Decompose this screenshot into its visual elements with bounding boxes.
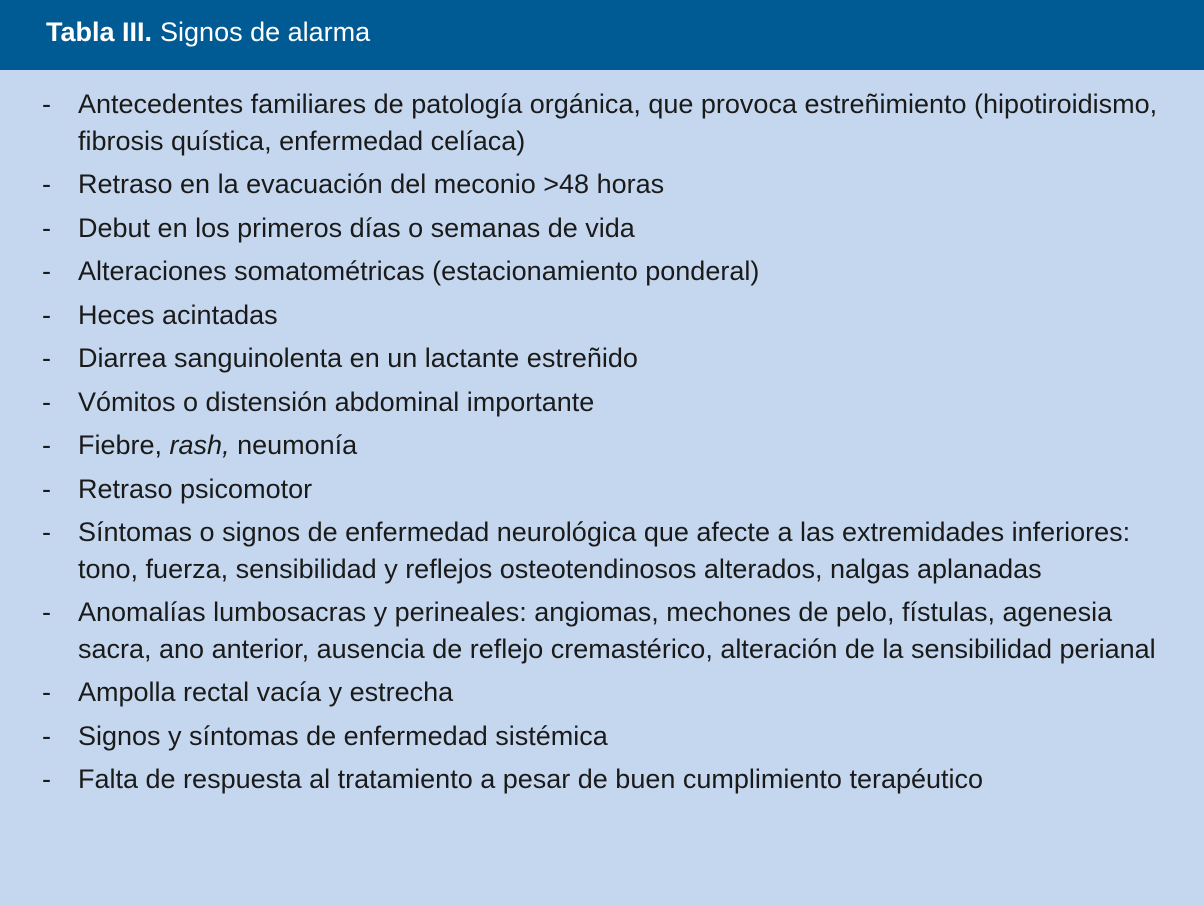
list-item: [0, 594, 1204, 667]
list-item: [0, 86, 1204, 159]
list-item: [0, 166, 1204, 203]
list-item: [0, 384, 1204, 421]
list-bullet: -: [42, 720, 51, 751]
list-item: [0, 718, 1204, 755]
list-item-text: [78, 430, 357, 460]
list-bullet: -: [42, 299, 51, 330]
list-item-text: Signos y síntomas de enfermedad sistémica: [78, 720, 608, 751]
list-item: [0, 210, 1204, 247]
alarm-signs-list: [0, 70, 1204, 798]
list-item-text: Vómitos o distensión abdominal importante: [78, 386, 595, 417]
list-item-text: Falta de respuesta al tratamiento a pesar de buen cumplimiento terapéutico: [78, 764, 984, 794]
list-item-text-after: neumonía: [229, 430, 358, 460]
list-item-text: Heces acintadas: [78, 299, 278, 330]
table-header: [0, 0, 1204, 70]
table-label: Tabla III.: [46, 16, 153, 47]
list-item: [0, 340, 1204, 377]
list-bullet: -: [42, 343, 51, 373]
list-item: [0, 674, 1204, 711]
list-bullet: -: [42, 169, 51, 199]
list-bullet: -: [42, 597, 51, 627]
list-bullet: -: [42, 430, 51, 460]
list-item: [0, 297, 1204, 334]
list-bullet: -: [42, 89, 51, 119]
list-bullet: -: [42, 764, 51, 794]
list-bullet: -: [42, 212, 51, 243]
list-item-text-before: Fiebre,: [78, 430, 170, 460]
list-bullet: -: [42, 677, 51, 707]
list-item-text: Retraso en la evacuación del meconio >48 horas: [78, 169, 665, 199]
list-item: [0, 761, 1204, 798]
list-bullet: -: [42, 256, 51, 286]
list-bullet: -: [42, 473, 51, 504]
list-item: [0, 514, 1204, 587]
table-title: Signos de alarma: [160, 16, 371, 47]
list-bullet: -: [42, 386, 51, 417]
list-bullet: -: [42, 517, 51, 547]
list-item-text: Alteraciones somatométricas (estacionamiento ponderal): [78, 256, 760, 286]
list-item: [0, 427, 1204, 464]
list-item-text: Síntomas o signos de enfermedad neurológica que afecte a las extremidades inferiores: tono, fuerza, sensibilidad y reflejos osteotendinosos alterados, nalgas aplanadas: [78, 517, 1131, 584]
list-item-text: Ampolla rectal vacía y estrecha: [78, 677, 454, 707]
list-item-text: Retraso psicomotor: [78, 473, 313, 504]
list-item-text-italic: rash,: [169, 430, 230, 460]
list-item-text: Antecedentes familiares de patología orgánica, que provoca estreñimiento (hipotiroidismo, fibrosis quística, enfermedad celíaca): [78, 89, 1158, 156]
list-item-text: Debut en los primeros días o semanas de vida: [78, 212, 635, 243]
list-item-text: Diarrea sanguinolenta en un lactante estreñido: [78, 343, 638, 373]
list-item: [0, 471, 1204, 508]
list-item-text: Anomalías lumbosacras y perineales: angiomas, mechones de pelo, fístulas, agenesia sacra, ano anterior, ausencia de reflejo cremastérico, alteración de la sensibilidad perianal: [78, 597, 1156, 664]
list-item: [0, 253, 1204, 290]
